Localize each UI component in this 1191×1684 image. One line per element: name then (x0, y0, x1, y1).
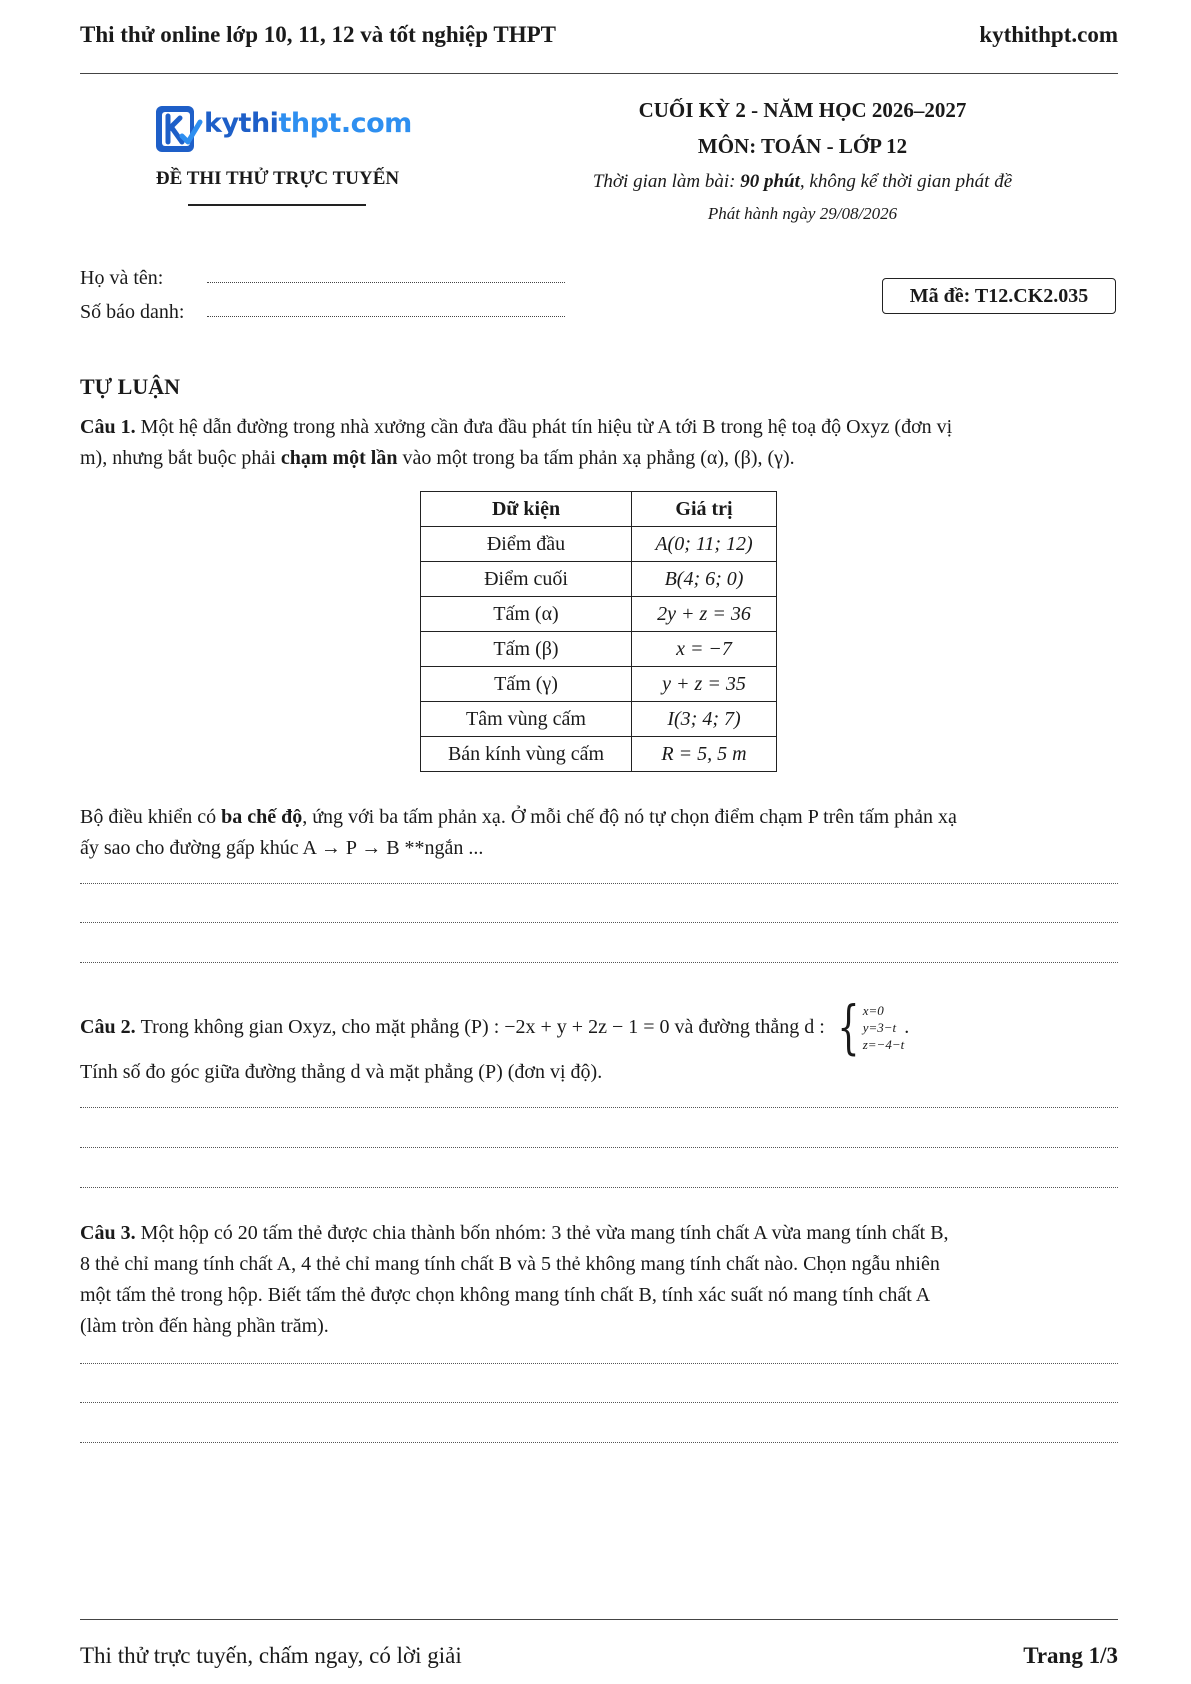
table-cell: 2y + z = 36 (632, 597, 777, 632)
q1-line2 (80, 443, 1120, 473)
table-cell: x = −7 (632, 632, 777, 667)
table-cell: Tấm (γ) (421, 667, 632, 702)
table-cell: Bán kính vùng cấm (421, 737, 632, 772)
q1-line2-c: vào một trong ba tấm phản xạ phẳng (α), (β), (γ). (397, 447, 795, 469)
exam-release-date: Phát hành ngày 29/08/2026 (707, 204, 898, 223)
table-row (421, 597, 777, 632)
system-row: z=−4−t (862, 1036, 905, 1052)
q3-line1 (80, 1218, 1120, 1248)
q1-line1 (80, 412, 1120, 442)
table-row (421, 632, 777, 667)
q2-answer-line[interactable] (80, 1107, 1118, 1108)
logo-subtitle: ĐỀ THI THỬ TRỰC TUYẾN (155, 168, 400, 189)
exam-time-value: 90 phút (740, 171, 800, 192)
q2-answer-line[interactable] (80, 1147, 1118, 1148)
table-cell: Điểm cuối (421, 562, 632, 597)
student-id-field[interactable] (207, 316, 565, 317)
q1-after-a: Bộ điều khiển có (80, 806, 222, 828)
q3-line4: (làm tròn đến hàng phần trăm). (80, 1315, 329, 1337)
logo (152, 100, 412, 156)
table-row (421, 702, 777, 737)
subtitle-underline (188, 204, 366, 206)
name-label: Họ và tên: (80, 267, 164, 289)
table-cell: Tấm (α) (421, 597, 632, 632)
q1-answer-line[interactable] (80, 883, 1118, 884)
q2-answer-line[interactable] (80, 1187, 1118, 1188)
q2-label: Câu 2. (80, 1016, 136, 1038)
q1-after-line2: ấy sao cho đường gấp khúc A → P → B **ngắn ... (80, 837, 484, 859)
system-row: y=3−t (862, 1019, 897, 1035)
exam-subject: MÔN: TOÁN - LỚP 12 (697, 134, 908, 158)
header-title: Thi thử online lớp 10, 11, 12 và tốt nghiệp THPT (80, 22, 556, 47)
q3-answer-line[interactable] (80, 1402, 1118, 1403)
table-cell: Điểm đầu (421, 527, 632, 562)
q2-line2: Tính số đo góc giữa đường thẳng d và mặt phẳng (P) (đơn vị độ). (80, 1061, 603, 1083)
student-id-label: Số báo danh: (80, 301, 185, 323)
header-site[interactable]: kythithpt.com (979, 22, 1118, 47)
q2-line-system (830, 993, 905, 1061)
footer-tagline: Thi thử trực tuyến, chấm ngay, có lời giải (80, 1643, 462, 1668)
q3-answer-line[interactable] (80, 1442, 1118, 1443)
page-number: Trang 1/3 (1023, 1643, 1118, 1668)
q3-answer-line[interactable] (80, 1363, 1118, 1364)
q1-text-line1: Một hệ dẫn đường trong nhà xưởng cần đưa đầu phát tín hiệu từ A tới B trong hệ toạ độ Oxyz (đơn vị (140, 416, 953, 438)
q1-line2-a: m), nhưng bắt buộc phải (80, 447, 281, 469)
q2-text-a: Trong không gian Oxyz, cho mặt phẳng (P) : −2x + y + 2z − 1 = 0 và đường thẳng d : (140, 1016, 825, 1038)
table-header-cell: Dữ kiện (421, 492, 632, 527)
q2-text-b: . (904, 1016, 910, 1038)
q3-line3: một tấm thẻ trong hộp. Biết tấm thẻ được chọn không mang tính chất B, tính xác suất nó mang tính chất A (80, 1284, 931, 1306)
q3-line2: 8 thẻ chỉ mang tính chất A, 4 thẻ chỉ mang tính chất B và 5 thẻ không mang tính chất nào. Chọn ngẫu nhiên (80, 1253, 940, 1275)
footer-divider (80, 1619, 1118, 1620)
logo-icon (152, 102, 204, 156)
exam-time (520, 171, 1085, 193)
q1-answer-line[interactable] (80, 922, 1118, 923)
table-row (421, 527, 777, 562)
brace-icon: { (837, 993, 860, 1061)
table-cell: Tâm vùng cấm (421, 702, 632, 737)
table-cell: I(3; 4; 7) (632, 702, 777, 737)
q1-data-table (420, 491, 777, 772)
q1-label: Câu 1. (80, 416, 136, 438)
table-cell: Tấm (β) (421, 632, 632, 667)
table-cell: R = 5, 5 m (632, 737, 777, 772)
exam-code-box: Mã đề: T12.CK2.035 (882, 278, 1116, 314)
table-row (421, 562, 777, 597)
table-cell: A(0; 11; 12) (632, 527, 777, 562)
q1-answer-line[interactable] (80, 962, 1118, 963)
q3-text-line1: Một hộp có 20 tấm thẻ được chia thành bốn nhóm: 3 thẻ vừa mang tính chất A vừa mang tính chất B, (140, 1222, 949, 1244)
table-header-cell: Giá trị (632, 492, 777, 527)
table-cell: B(4; 6; 0) (632, 562, 777, 597)
name-field[interactable] (207, 282, 565, 283)
logo-text-part1: kythi (204, 108, 279, 139)
q1-after-line1 (80, 802, 1120, 832)
table-header-row (421, 492, 777, 527)
q1-after-c: , ứng với ba tấm phản xạ. Ở mỗi chế độ nó tự chọn điểm chạm P trên tấm phản xạ (302, 806, 957, 828)
system-row: x=0 (862, 1002, 884, 1018)
exam-time-prefix: Thời gian làm bài: (592, 171, 741, 192)
exam-title: CUỐI KỲ 2 - NĂM HỌC 2026–2027 (638, 98, 967, 122)
q2-line1 (80, 994, 1120, 1060)
exam-time-suffix: , không kể thời gian phát đề (799, 171, 1013, 192)
q1-line2-b: chạm một lần (280, 447, 398, 469)
q1-after-b: ba chế độ (221, 806, 303, 828)
logo-text-part2: thpt.com (278, 108, 412, 139)
header-divider (80, 73, 1118, 74)
section-title: TỰ LUẬN (80, 374, 181, 399)
table-row (421, 667, 777, 702)
q3-label: Câu 3. (80, 1222, 136, 1244)
table-row (421, 737, 777, 772)
table-cell: y + z = 35 (632, 667, 777, 702)
